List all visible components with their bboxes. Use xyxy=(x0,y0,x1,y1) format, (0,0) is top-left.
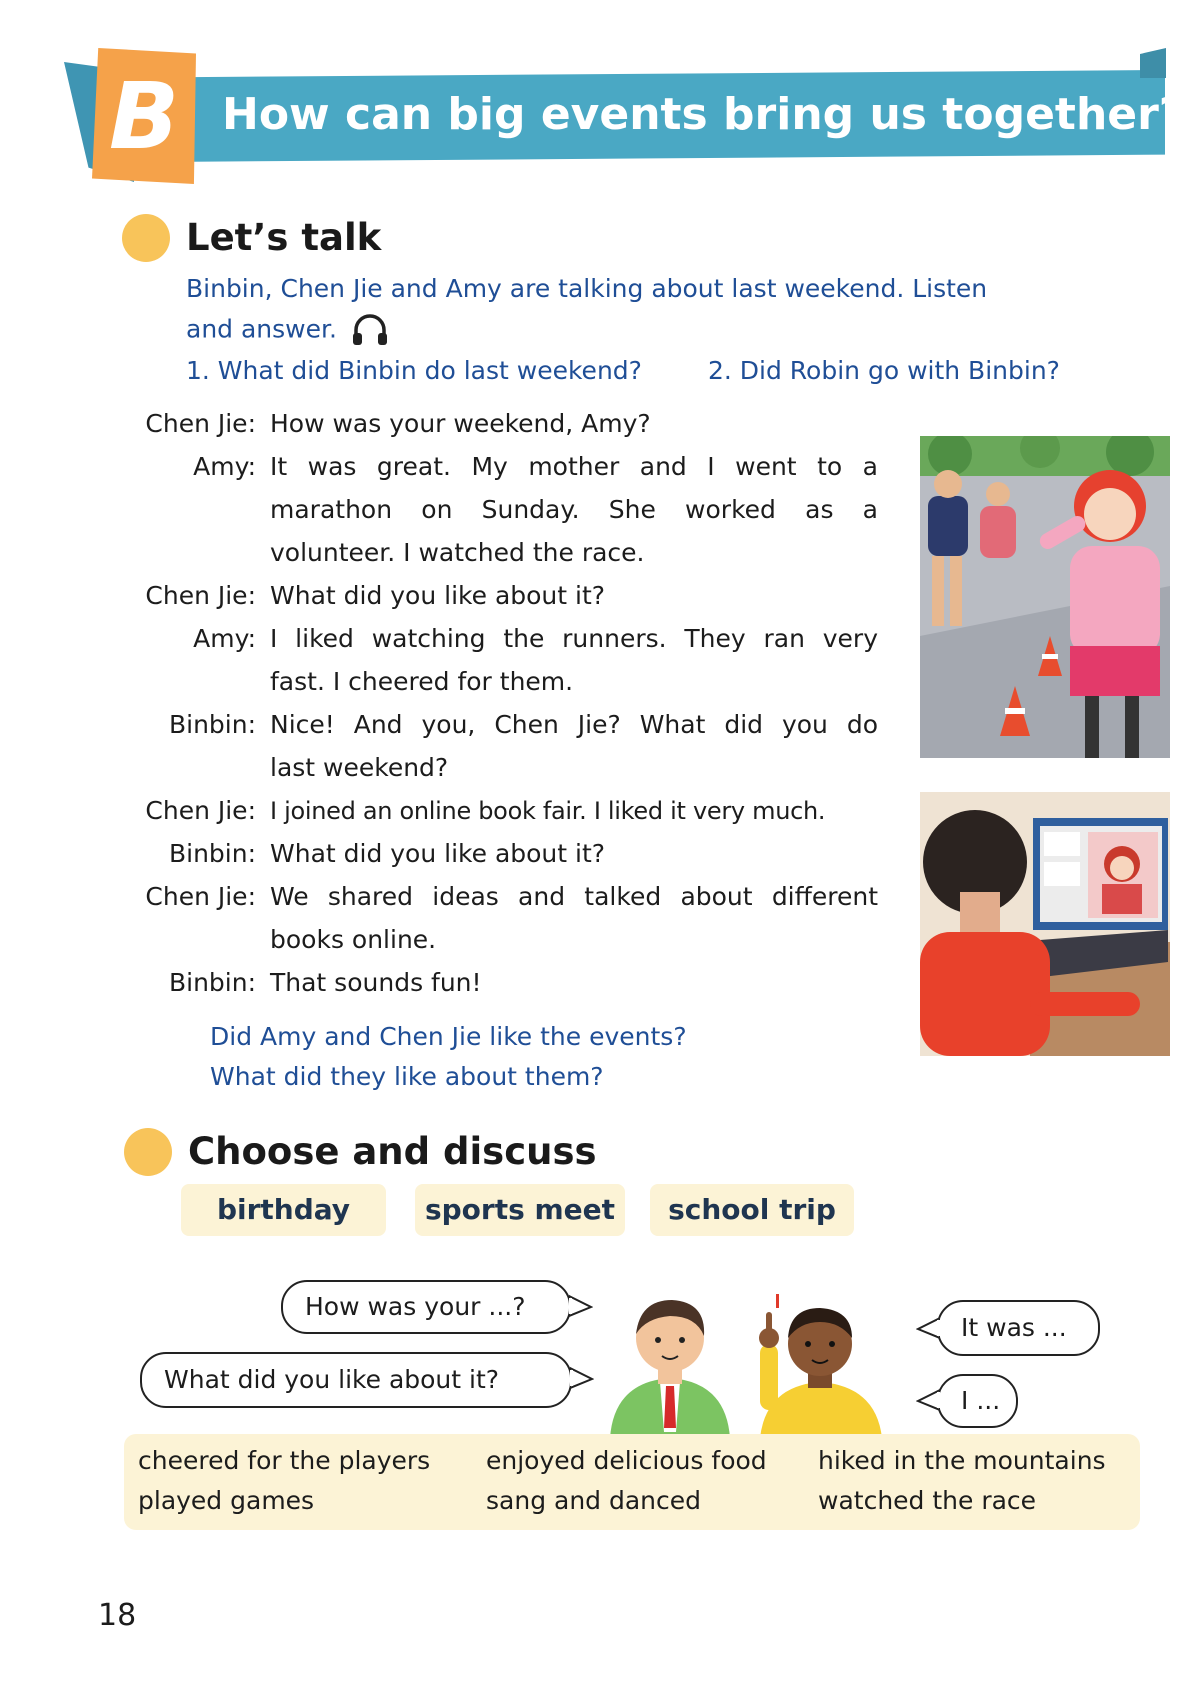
lets-talk-heading: Let’s talk xyxy=(186,216,382,259)
dialogue-line: It was great. My mother and I went to a xyxy=(270,452,878,481)
dialogue-line: books online. xyxy=(270,925,437,954)
banner-fold xyxy=(1140,48,1166,78)
dialogue-speaker: Amy: xyxy=(193,452,256,481)
phrase-item: hiked in the mountains xyxy=(818,1446,1106,1475)
intro-line-2: and answer. xyxy=(186,314,337,344)
phrase-item: sang and danced xyxy=(486,1486,702,1515)
dialogue-speaker: Binbin: xyxy=(168,839,256,868)
dialogue-speaker: Chen Jie: xyxy=(145,581,256,610)
follow-up-question-2: What did they like about them? xyxy=(210,1062,604,1091)
question-1: 1. What did Binbin do last weekend? xyxy=(186,356,642,385)
dialogue-line: I liked watching the runners. They ran very xyxy=(270,624,878,653)
bubble-tail-left xyxy=(916,1388,940,1414)
intro-line-1: Binbin, Chen Jie and Amy are talking about last weekend. Listen xyxy=(186,274,988,303)
speech-bubble-answer-2: I ... xyxy=(937,1374,1018,1428)
dialogue-line: volunteer. I watched the race. xyxy=(270,538,645,567)
students-illustration xyxy=(600,1282,910,1438)
dialogue-speaker: Chen Jie: xyxy=(145,409,256,438)
dialogue-line: fast. I cheered for them. xyxy=(270,667,574,696)
dialogue-speaker: Chen Jie: xyxy=(145,882,256,911)
choose-discuss-heading: Choose and discuss xyxy=(188,1130,597,1173)
marathon-illustration xyxy=(920,436,1170,758)
phrase-item: cheered for the players xyxy=(138,1446,431,1475)
page-number: 18 xyxy=(98,1598,137,1633)
bubble-tail-right xyxy=(569,1294,593,1320)
dialogue-line: How was your weekend, Amy? xyxy=(270,409,651,438)
headphones-icon[interactable] xyxy=(350,314,390,352)
dialogue-speaker: Binbin: xyxy=(168,968,256,997)
speech-bubble-question-1: How was your ...? xyxy=(281,1280,571,1334)
dialogue-line: last weekend? xyxy=(270,753,449,782)
lets-talk-bullet xyxy=(122,214,170,262)
question-2: 2. Did Robin go with Binbin? xyxy=(708,356,1060,385)
dialogue-speaker: Amy: xyxy=(193,624,256,653)
bubble-tail-left xyxy=(916,1316,940,1342)
bubble-tail-right xyxy=(570,1366,594,1392)
phrase-item: enjoyed delicious food xyxy=(486,1446,767,1475)
dialogue-line: marathon on Sunday. She worked as a xyxy=(270,495,878,524)
online-book-fair-illustration xyxy=(920,792,1170,1056)
speech-bubble-question-2: What did you like about it? xyxy=(140,1352,572,1408)
phrase-item: played games xyxy=(138,1486,315,1515)
dialogue-line: Nice! And you, Chen Jie? What did you do xyxy=(270,710,878,739)
speech-bubble-answer-1: It was ... xyxy=(937,1300,1100,1356)
dialogue-speaker: Binbin: xyxy=(168,710,256,739)
section-title: How can big events bring us together? xyxy=(222,89,1185,140)
intro-line-2-row xyxy=(186,314,390,348)
dialogue-line: That sounds fun! xyxy=(270,968,482,997)
choose-discuss-bullet xyxy=(124,1128,172,1176)
dialogue-line: What did you like about it? xyxy=(270,839,606,868)
dialogue-line: I joined an online book fair. I liked it very much. xyxy=(270,797,826,825)
option-tag[interactable]: school trip xyxy=(650,1184,854,1236)
dialogue-line: We shared ideas and talked about different xyxy=(270,882,878,911)
option-tag[interactable]: birthday xyxy=(181,1184,386,1236)
follow-up-question-1: Did Amy and Chen Jie like the events? xyxy=(210,1022,687,1051)
dialogue-line: What did you like about it? xyxy=(270,581,606,610)
section-letter: B xyxy=(108,63,180,170)
phrase-item: watched the race xyxy=(818,1486,1037,1515)
dialogue-speaker: Chen Jie: xyxy=(145,796,256,825)
option-tag[interactable]: sports meet xyxy=(415,1184,625,1236)
